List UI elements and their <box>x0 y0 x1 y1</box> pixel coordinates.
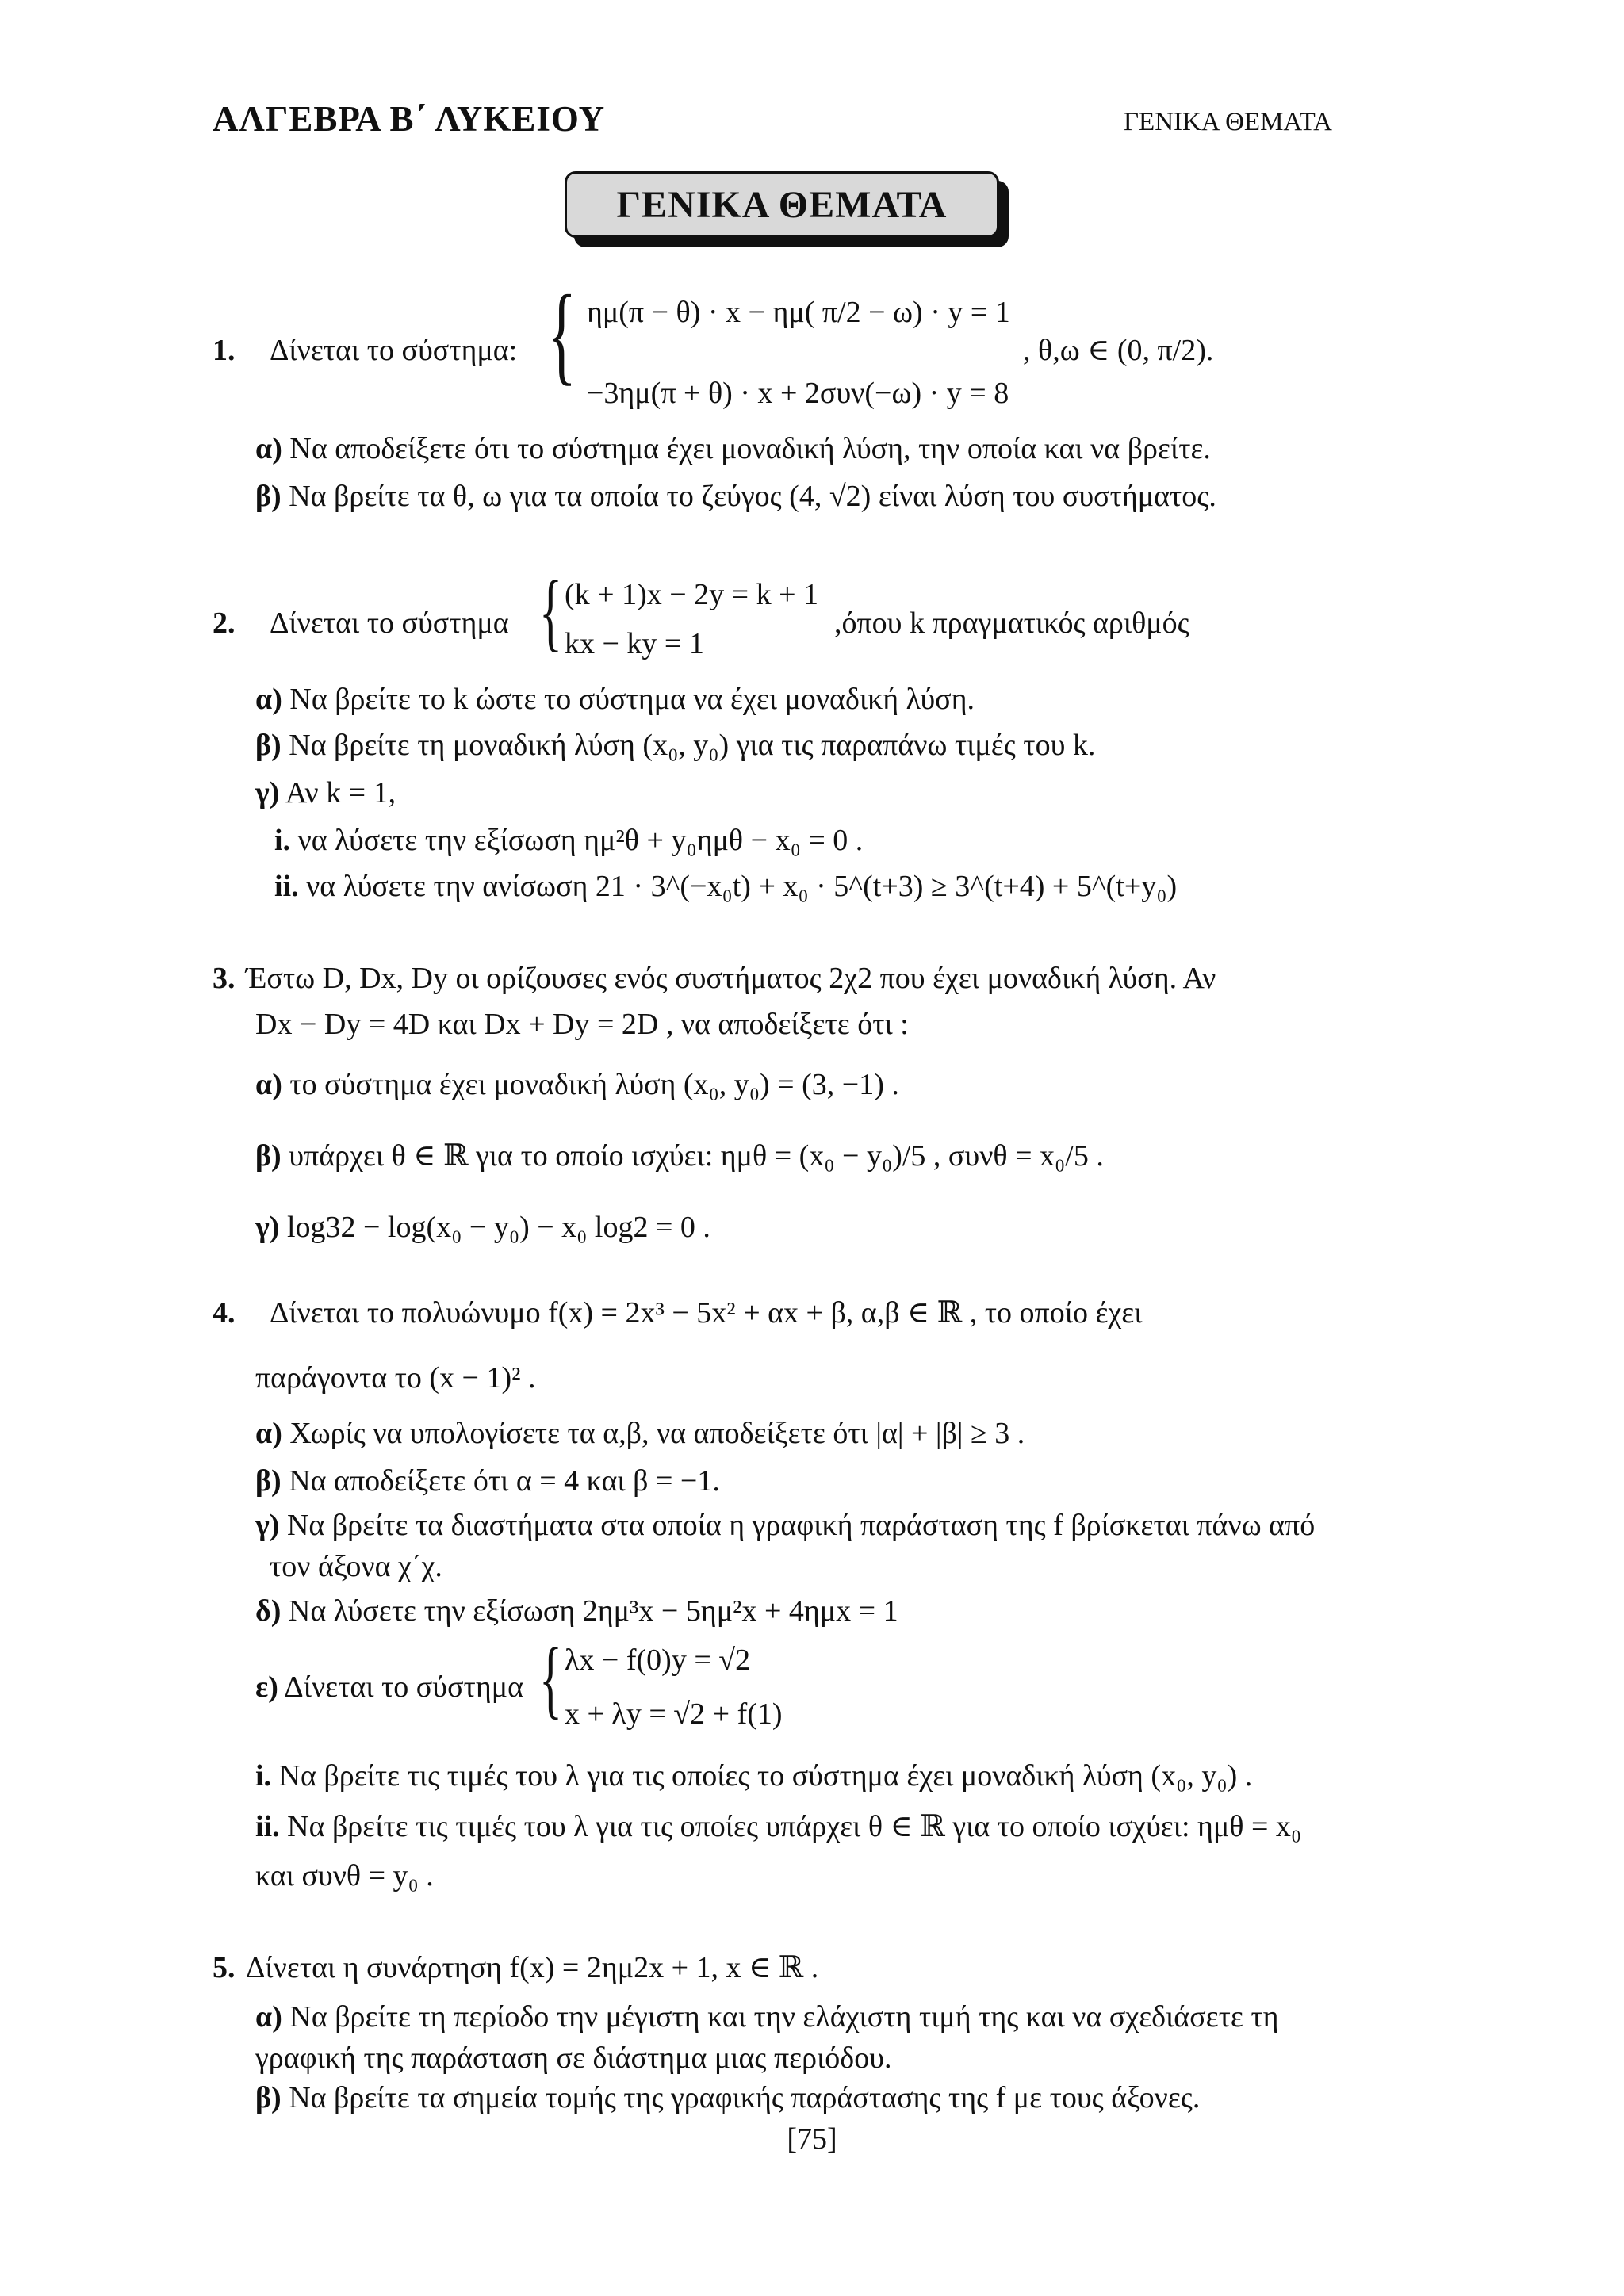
problem-1-brace: { <box>547 273 576 396</box>
problem-2-i-text: να λύσετε την εξίσωση ημ²θ + y₀ημθ − x₀ = 0 . <box>297 824 864 857</box>
problem-1-b-text: Να βρείτε τα θ, ω για τα οποία το ζεύγος (4, √2) είναι λύση του συστήματος. <box>289 480 1216 513</box>
problem-2-equation-1: (k + 1)x − 2y = k + 1 <box>565 578 819 611</box>
problem-4-number: 4. <box>213 1296 236 1330</box>
problem-2-a-label: α) <box>255 683 282 716</box>
problem-4-ii-text: Να βρείτε τις τιμές του λ για τις οποίες υπάρχει θ ∈ ℝ για το οποίο ισχύει: ημθ = x₀ <box>287 1810 1302 1843</box>
problem-4-e-brace: { <box>539 1630 563 1727</box>
problem-1-a-label: α) <box>255 432 282 465</box>
problem-4-line-1: Δίνεται το πολυώνυμο f(x) = 2x³ − 5x² + αx + β, α,β ∈ ℝ , το οποίο έχει <box>270 1296 1143 1330</box>
problem-2-c-label: γ) <box>255 776 280 809</box>
problem-1-b-label: β) <box>255 480 282 513</box>
problem-2-a-text: Να βρείτε το k ώστε το σύστημα να έχει μοναδική λύση. <box>289 683 975 716</box>
problem-2-b-label: β) <box>255 729 282 762</box>
problem-4-i-label: i. <box>255 1759 272 1793</box>
problem-2-intro: Δίνεται το σύστημα <box>270 607 509 640</box>
header-book-title: ΑΛΓΕΒΡΑ Β΄ ΛΥΚΕΙΟΥ <box>213 99 606 139</box>
problem-4-ii-text-2: και συνθ = y₀ . <box>255 1859 434 1892</box>
problem-3-a-text: το σύστημα έχει μοναδική λύση (x₀, y₀) = (3, −1) . <box>289 1068 899 1101</box>
problem-2-i-label: i. <box>274 824 291 857</box>
problem-5-b-label: β) <box>255 2081 282 2114</box>
problem-4-ii-label: ii. <box>255 1810 280 1843</box>
problem-4-b-text: Να αποδείξετε ότι α = 4 και β = −1. <box>289 1464 720 1498</box>
page-number: [75] <box>787 2122 837 2156</box>
problem-4-d-label: δ) <box>255 1594 282 1628</box>
section-title: ΓΕΝΙΚΑ ΘΕΜΑΤΑ <box>565 171 999 238</box>
problem-4-d-text: Να λύσετε την εξίσωση 2ημ³x − 5ημ²x + 4ημx = 1 <box>288 1594 898 1628</box>
problem-1-number: 1. <box>213 334 236 367</box>
problem-3-line-1: Έστω D, Dx, Dy οι ορίζουσες ενός συστήματος 2χ2 που έχει μοναδική λύση. Αν <box>246 962 1216 995</box>
problem-4-e-equation-2: x + λy = √2 + f(1) <box>565 1697 783 1731</box>
problem-4-c-label: γ) <box>255 1509 280 1542</box>
problem-4-e-equation-1: λx − f(0)y = √2 <box>565 1644 751 1677</box>
problem-3-b-label: β) <box>255 1139 282 1173</box>
problem-4-a-label: α) <box>255 1417 282 1450</box>
problem-1-intro: Δίνεται το σύστημα: <box>270 334 518 367</box>
problem-2-equation-2: kx − ky = 1 <box>565 627 704 660</box>
problem-3-c-label: γ) <box>255 1211 280 1244</box>
problem-2-note: ,όπου k πραγματικός αριθμός <box>834 607 1189 640</box>
problem-3-c-text: log32 − log(x₀ − y₀) − x₀ log2 = 0 . <box>286 1211 710 1244</box>
problem-1-a-text: Να αποδείξετε ότι το σύστημα έχει μοναδική λύση, την οποία και να βρείτε. <box>289 432 1211 465</box>
problem-4-b-label: β) <box>255 1464 282 1498</box>
problem-2-brace: { <box>539 563 563 660</box>
problem-4-e-label: ε) <box>255 1670 278 1704</box>
problem-4-i-text: Να βρείτε τις τιμές του λ για τις οποίες το σύστημα έχει μοναδική λύση (x₀, y₀) . <box>278 1759 1253 1793</box>
problem-5-line-1: Δίνεται η συνάρτηση f(x) = 2ημ2x + 1, x ∈ ℝ . <box>246 1951 819 1984</box>
problem-4-a-text: Χωρίς να υπολογίσετε τα α,β, να αποδείξετε ότι |α| + |β| ≥ 3 . <box>289 1417 1025 1450</box>
problem-4-c-text-2: τον άξονα χ΄χ. <box>270 1550 442 1583</box>
problem-4-line-2: παράγοντα το (x − 1)² . <box>255 1361 536 1395</box>
problem-5-a-label: α) <box>255 2000 282 2034</box>
problem-5-a-text: Να βρείτε τη περίοδο την μέγιστη και την ελάχιστη τιμή της και να σχεδιάσετε τη <box>289 2000 1279 2034</box>
problem-1-domain: , θ,ω ∈ (0, π/2). <box>1023 334 1214 367</box>
problem-4-e-text: Δίνεται το σύστημα <box>284 1670 523 1704</box>
problem-2-ii-text: να λύσετε την ανίσωση 21 · 3^(−x₀t) + x₀ · 5^(t+3) ≥ 3^(t+4) + 5^(t+y₀) <box>306 870 1178 903</box>
problem-5-number: 5. <box>213 1951 236 1984</box>
problem-1-equation-2: −3ημ(π + θ) · x + 2συν(−ω) · y = 8 <box>587 377 1009 410</box>
section-title-box <box>565 171 1009 247</box>
problem-4-c-text: Να βρείτε τα διαστήματα στα οποία η γραφική παράσταση της f βρίσκεται πάνω από <box>286 1509 1316 1542</box>
problem-2-number: 2. <box>213 607 236 640</box>
problem-3-line-2: Dx − Dy = 4D και Dx + Dy = 2D , να αποδείξετε ότι : <box>255 1008 909 1041</box>
problem-5-a-text-2: γραφική της παράσταση σε διάστημα μιας περιόδου. <box>255 2042 892 2075</box>
problem-2-ii-label: ii. <box>274 870 299 903</box>
problem-5-b-text: Να βρείτε τα σημεία τομής της γραφικής παράστασης της f με τους άξονες. <box>289 2081 1201 2114</box>
problem-2-b-text: Να βρείτε τη μοναδική λύση (x₀, y₀) για τις παραπάνω τιμές του k. <box>289 729 1096 762</box>
problem-2-c-text: Αν k = 1, <box>285 776 396 809</box>
header-section-title: ΓΕΝΙΚΑ ΘΕΜΑΤΑ <box>1123 108 1332 136</box>
problem-3-a-label: α) <box>255 1068 282 1101</box>
problem-1-equation-1: ημ(π − θ) · x − ημ( π/2 − ω) · y = 1 <box>587 296 1010 329</box>
problem-3-b-text: υπάρχει θ ∈ ℝ για το οποίο ισχύει: ημθ = (x₀ − y₀)/5 , συνθ = x₀/5 . <box>289 1139 1104 1173</box>
problem-3-number: 3. <box>213 962 236 995</box>
